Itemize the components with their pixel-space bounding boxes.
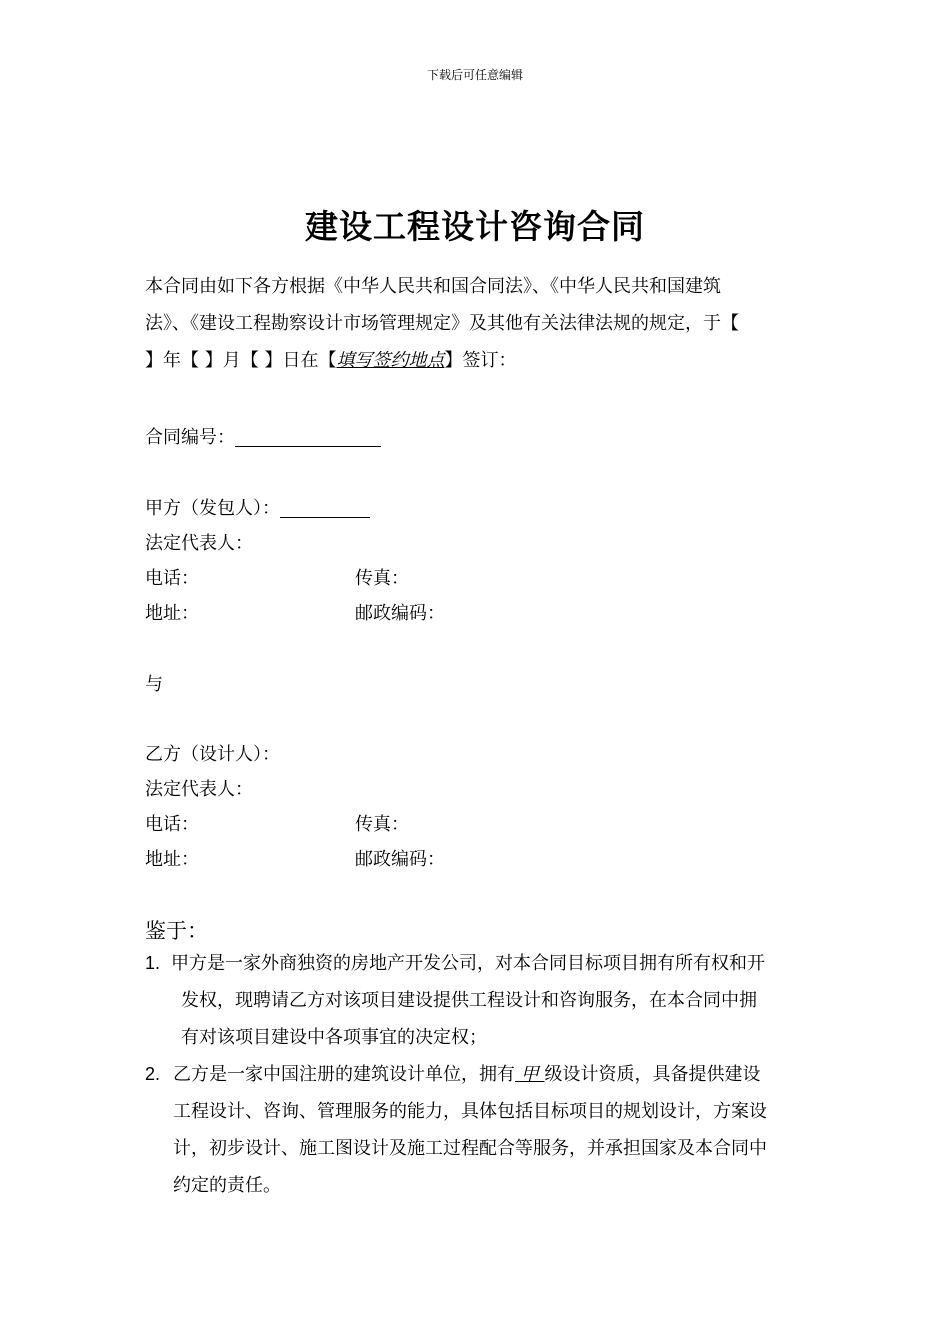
whereas-item-2-line-1-end: 级设计资质，具备提供建设 bbox=[544, 1064, 761, 1085]
whereas-item-2-line-2: 工程设计、咨询、管理服务的能力，具体包括目标项目的规划设计，方案设 bbox=[173, 1101, 767, 1122]
intro-date-text: 】年【 】月【 】日在【 bbox=[145, 350, 337, 371]
document-title: 建设工程设计咨询合同 bbox=[305, 207, 645, 246]
header-note: 下载后可任意编辑 bbox=[426, 68, 523, 82]
contract-number-blank[interactable] bbox=[235, 426, 381, 447]
and-text: 与 bbox=[145, 674, 163, 695]
party-a-phone-label: 电话： bbox=[145, 568, 199, 589]
party-a-row bbox=[145, 494, 370, 520]
party-b-postcode-label: 邮政编码： bbox=[355, 849, 445, 870]
whereas-heading: 鉴于： bbox=[145, 919, 208, 943]
whereas-item-2-number: 2. bbox=[145, 1064, 161, 1084]
party-a-address-label: 地址： bbox=[145, 603, 199, 624]
party-a-fax-label: 传真： bbox=[355, 568, 409, 589]
intro-paragraph bbox=[145, 268, 739, 379]
party-b-rep-label: 法定代表人： bbox=[145, 779, 253, 800]
party-a-postcode-label: 邮政编码： bbox=[355, 603, 445, 624]
intro-line-2: 法》、《建设工程勘察设计市场管理规定》及其他有关法律法规的规定，于【 bbox=[145, 313, 739, 334]
whereas-item-1-line-2: 发权，现聘请乙方对该项目建设提供工程设计和咨询服务，在本合同中拥 bbox=[181, 990, 757, 1011]
party-b-address-label: 地址： bbox=[145, 849, 199, 870]
intro-line-3 bbox=[145, 342, 739, 379]
party-b-phone-label: 电话： bbox=[145, 814, 199, 835]
whereas-item-2-line-4: 约定的责任。 bbox=[173, 1175, 281, 1196]
intro-signed-text: 】签订： bbox=[444, 350, 517, 371]
signing-place-field[interactable]: 填写签约地点 bbox=[336, 350, 445, 371]
whereas-item-1-number: 1. bbox=[145, 953, 161, 973]
contract-number-label: 合同编号： bbox=[145, 427, 235, 448]
whereas-item-1-line-1: 甲方是一家外商独资的房地产开发公司，对本合同目标项目拥有所有权和开 bbox=[171, 953, 765, 974]
party-b-fax-label: 传真： bbox=[355, 814, 409, 835]
party-a-label: 甲方（发包人）： bbox=[145, 498, 280, 519]
whereas-item-1-line-3: 有对该项目建设中各项事宜的决定权； bbox=[181, 1027, 487, 1048]
whereas-item-2-line-3: 计，初步设计、施工图设计及施工过程配合等服务，并承担国家及本合同中 bbox=[173, 1138, 767, 1159]
qualification-grade: 甲 bbox=[515, 1064, 545, 1085]
whereas-item-2-line-1 bbox=[173, 1056, 760, 1093]
party-b-label: 乙方（设计人）： bbox=[145, 744, 280, 765]
whereas-item-2-line-1-start: 乙方是一家中国注册的建筑设计单位，拥有 bbox=[173, 1064, 515, 1085]
party-a-rep-label: 法定代表人： bbox=[145, 533, 253, 554]
party-a-name-blank[interactable] bbox=[280, 497, 370, 518]
contract-number-row bbox=[145, 423, 381, 449]
intro-line-1: 本合同由如下各方根据《中华人民共和国合同法》、《中华人民共和国建筑 bbox=[145, 276, 721, 297]
